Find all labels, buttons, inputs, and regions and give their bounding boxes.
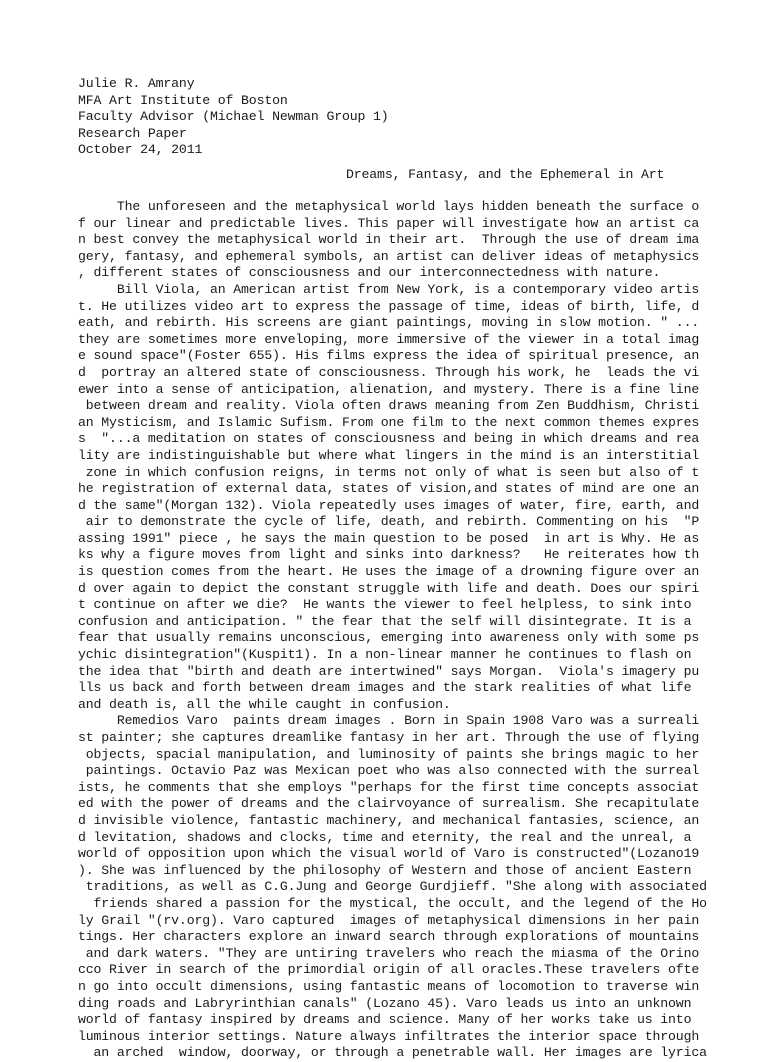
body-line: d the same"(Morgan 132). Viola repeatedly uses images of water, fire, earth, and — [78, 497, 700, 513]
body-line: ). She was influenced by the philosophy of Western and those of ancient Eastern — [78, 862, 692, 878]
body-line: between dream and reality. Viola often draws meaning from Zen Buddhism, Christi — [78, 398, 700, 414]
body-line: e sound space"(Foster 655). His films express the idea of spiritual presence, an — [78, 348, 700, 364]
body-line: an arched window, doorway, or through a penetrable wall. Her images are lyrica — [78, 1045, 707, 1061]
body-line: d levitation, shadows and clocks, time and eternity, the real and the unreal, a — [78, 829, 692, 845]
body-line: he registration of external data, states of vision,and states of mind are one an — [78, 481, 700, 497]
body-line: Bill Viola, an American artist from New York, is a contemporary video artis — [78, 281, 700, 297]
body-line: t continue on after we die? He wants the viewer to feel helpless, to sink into — [78, 597, 692, 613]
body-line: n go into occult dimensions, using fantastic means of locomotion to traverse win — [78, 978, 700, 994]
body-line: lls us back and forth between dream images and the stark realities of what life — [78, 680, 692, 696]
author-header — [78, 76, 389, 159]
body-line: is question comes from the heart. He uses the image of a drowning figure over an — [78, 564, 700, 580]
body-line: ists, he comments that she employs "perhaps for the first time concepts associat — [78, 779, 700, 795]
body-line: ly Grail "(rv.org). Varo captured images of metaphysical dimensions in her pain — [78, 912, 700, 928]
body-line: an Mysticism, and Islamic Sufism. From one film to the next common themes expres — [78, 414, 700, 430]
body-line: world of fantasy inspired by dreams and science. Many of her works take us into — [78, 1012, 692, 1028]
body-line: f our linear and predictable lives. This paper will investigate how an artist ca — [78, 215, 700, 231]
header-line: MFA Art Institute of Boston — [78, 92, 288, 108]
body-line: paintings. Octavio Paz was Mexican poet who was also connected with the surreal — [78, 763, 700, 779]
body-line: s "...a meditation on states of consciousness and being in which dreams and rea — [78, 431, 700, 447]
body-line: and death is, all the while caught in confusion. — [78, 696, 451, 712]
body-line: luminous interior settings. Nature always infiltrates the interior space through — [78, 1028, 700, 1044]
body-line: ychic disintegration"(Kuspit1). In a non-linear manner he continues to flash on — [78, 647, 692, 663]
header-line: Research Paper — [78, 125, 187, 141]
body-line: tings. Her characters explore an inward search through explorations of mountains — [78, 929, 700, 945]
body-line: lity are indistinguishable but where what lingers in the mind is an interstitial — [78, 447, 700, 463]
header-line: Julie R. Amrany — [78, 76, 195, 91]
body-line: ed with the power of dreams and the clairvoyance of surrealism. She recapitulate — [78, 796, 700, 812]
body-line: gery, fantasy, and ephemeral symbols, an artist can deliver ideas of metaphysics — [78, 248, 700, 264]
body-line: d portray an altered state of consciousness. Through his work, he leads the vi — [78, 364, 700, 380]
body-line: traditions, as well as C.G.Jung and George Gurdjieff. "She along with associated — [78, 879, 707, 895]
body-line: zone in which confusion reigns, in terms not only of what is seen but also of t — [78, 464, 700, 480]
body-line: confusion and anticipation. " the fear that the self will disintegrate. It is a — [78, 613, 692, 629]
header-line: Faculty Advisor (Michael Newman Group 1) — [78, 109, 389, 125]
body-line: cco River in search of the primordial origin of all oracles.These travelers ofte — [78, 962, 700, 978]
body-line: friends shared a passion for the mystical, the occult, and the legend of the Ho — [78, 895, 707, 911]
paper-title: Dreams, Fantasy, and the Ephemeral in Art — [346, 167, 665, 182]
header-line: October 24, 2011 — [78, 142, 203, 158]
body-line: ewer into a sense of anticipation, alienation, and mystery. There is a fine line — [78, 381, 700, 397]
body-line: d invisible violence, fantastic machinery, and mechanical fantasies, science, an — [78, 812, 700, 828]
body-line: they are sometimes more enveloping, more immersive of the viewer in a total imag — [78, 331, 700, 347]
body-line: the idea that "birth and death are intertwined" says Morgan. Viola's imagery pu — [78, 663, 700, 679]
body-line: The unforeseen and the metaphysical world lays hidden beneath the surface o — [78, 199, 700, 214]
body-line: d over again to depict the constant struggle with life and death. Does our spiri — [78, 580, 700, 596]
body-line: , different states of consciousness and our interconnectedness with nature. — [78, 265, 661, 281]
body-line: ks why a figure moves from light and sinks into darkness? He reiterates how th — [78, 547, 700, 563]
body-line: objects, spacial manipulation, and luminosity of paints she brings magic to her — [78, 746, 700, 762]
body-text — [78, 199, 707, 1062]
body-line: t. He utilizes video art to express the passage of time, ideas of birth, life, d — [78, 298, 700, 314]
body-line: Remedios Varo paints dream images . Born in Spain 1908 Varo was a surreali — [78, 713, 700, 729]
body-line: ding roads and Labryrinthian canals" (Lozano 45). Varo leads us into an unknown — [78, 995, 692, 1011]
body-line: st painter; she captures dreamlike fantasy in her art. Through the use of flying — [78, 730, 700, 745]
body-line: assing 1991" piece , he says the main question to be posed in art is Why. He as — [78, 530, 700, 546]
body-line: world of opposition upon which the visual world of Varo is constructed"(Lozano19 — [78, 846, 700, 862]
body-line: n best convey the metaphysical world in their art. Through the use of dream ima — [78, 232, 700, 248]
body-line: eath, and rebirth. His screens are giant paintings, moving in slow motion. " ... — [78, 315, 700, 331]
body-line: air to demonstrate the cycle of life, death, and rebirth. Commenting on his "P — [78, 514, 700, 530]
body-line: fear that usually remains unconscious, emerging into awareness only with some ps — [78, 630, 700, 646]
body-line: and dark waters. "They are untiring travelers who reach the miasma of the Orino — [78, 945, 700, 961]
